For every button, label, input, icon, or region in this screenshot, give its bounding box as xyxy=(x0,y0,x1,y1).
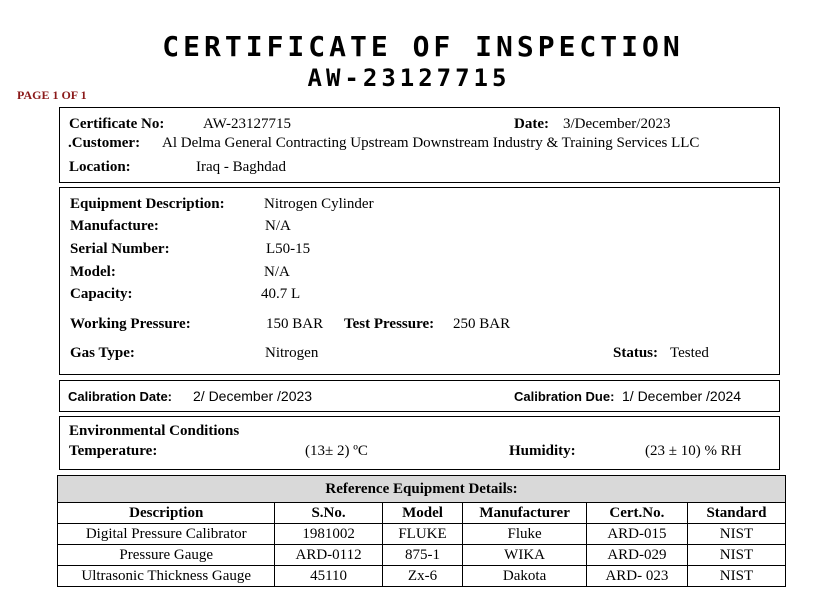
gas-type-value: Nitrogen xyxy=(265,345,319,361)
environmental-heading: Environmental Conditions xyxy=(69,423,240,439)
cert-no-label: Certificate No: xyxy=(69,116,165,132)
customer-info-box xyxy=(59,107,780,183)
table-cell: Fluke xyxy=(463,524,587,545)
calibration-box xyxy=(59,380,780,412)
column-header-serial-no: S.No. xyxy=(275,503,382,524)
reference-equipment-table xyxy=(57,475,786,587)
test-pressure-label: Test Pressure: xyxy=(344,316,435,332)
model-label: Model: xyxy=(70,264,116,280)
table-cell: 45110 xyxy=(275,566,382,587)
gas-type-label: Gas Type: xyxy=(70,345,135,361)
manufacture-label: Manufacture: xyxy=(70,218,159,234)
table-cell: ARD-0112 xyxy=(275,545,382,566)
table-cell: Ultrasonic Thickness Gauge xyxy=(58,566,275,587)
capacity-value: 40.7 L xyxy=(261,286,301,302)
table-cell: 1981002 xyxy=(275,524,382,545)
page-indicator: PAGE 1 OF 1 xyxy=(17,88,87,102)
humidity-label: Humidity: xyxy=(509,443,576,459)
temperature-label: Temperature: xyxy=(69,443,158,459)
table-cell: NIST xyxy=(687,545,785,566)
table-header-row xyxy=(58,503,786,524)
certificate-id-heading: AW-23127715 xyxy=(307,64,511,92)
column-header-model: Model xyxy=(382,503,463,524)
table-cell: WIKA xyxy=(463,545,587,566)
cert-no-value: AW-23127715 xyxy=(203,116,291,132)
calibration-date-value: 2/ December /2023 xyxy=(193,388,313,404)
environmental-box xyxy=(59,416,780,470)
serial-number-label: Serial Number: xyxy=(70,241,170,257)
working-pressure-value: 150 BAR xyxy=(266,316,324,332)
status-label: Status: xyxy=(613,345,659,361)
column-header-cert-no: Cert.No. xyxy=(586,503,687,524)
date-value: 3/December/2023 xyxy=(563,116,671,132)
table-row xyxy=(58,545,786,566)
column-header-standard: Standard xyxy=(687,503,785,524)
calibration-date-label: Calibration Date: xyxy=(68,389,173,404)
table-cell: Zx-6 xyxy=(382,566,463,587)
status-value: Tested xyxy=(670,345,709,361)
table-row xyxy=(58,524,786,545)
capacity-label: Capacity: xyxy=(70,286,133,302)
location-label: Location: xyxy=(69,159,131,175)
table-cell: ARD- 023 xyxy=(586,566,687,587)
calibration-due-value: 1/ December /2024 xyxy=(622,388,742,404)
manufacture-value: N/A xyxy=(265,218,291,234)
customer-value: Al Delma General Contracting Upstream Downstream Industry & Training Services LLC xyxy=(162,135,700,151)
location-value: Iraq - Baghdad xyxy=(196,159,286,175)
table-cell: ARD-015 xyxy=(586,524,687,545)
equipment-description-label: Equipment Description: xyxy=(70,196,225,212)
equipment-details-box xyxy=(59,187,780,375)
model-value: N/A xyxy=(264,264,290,280)
table-cell: ARD-029 xyxy=(586,545,687,566)
table-cell: NIST xyxy=(687,566,785,587)
table-cell: Digital Pressure Calibrator xyxy=(58,524,275,545)
humidity-value: (23 ± 10) % RH xyxy=(645,443,742,459)
table-cell: NIST xyxy=(687,524,785,545)
temperature-value: (13± 2) ºC xyxy=(305,443,368,459)
table-cell: Dakota xyxy=(463,566,587,587)
customer-label: .Customer: xyxy=(68,135,141,151)
equipment-description-value: Nitrogen Cylinder xyxy=(264,196,374,212)
table-cell: FLUKE xyxy=(382,524,463,545)
calibration-due-label: Calibration Due: xyxy=(514,389,615,404)
table-row xyxy=(58,566,786,587)
certificate-title: CERTIFICATE OF INSPECTION xyxy=(162,30,684,63)
column-header-description: Description xyxy=(58,503,275,524)
table-cell: 875-1 xyxy=(382,545,463,566)
serial-number-value: L50-15 xyxy=(266,241,311,257)
date-label: Date: xyxy=(514,116,549,132)
column-header-manufacturer: Manufacturer xyxy=(463,503,587,524)
working-pressure-label: Working Pressure: xyxy=(70,316,191,332)
table-cell: Pressure Gauge xyxy=(58,545,275,566)
reference-table-caption: Reference Equipment Details: xyxy=(58,476,786,503)
test-pressure-value: 250 BAR xyxy=(453,316,511,332)
